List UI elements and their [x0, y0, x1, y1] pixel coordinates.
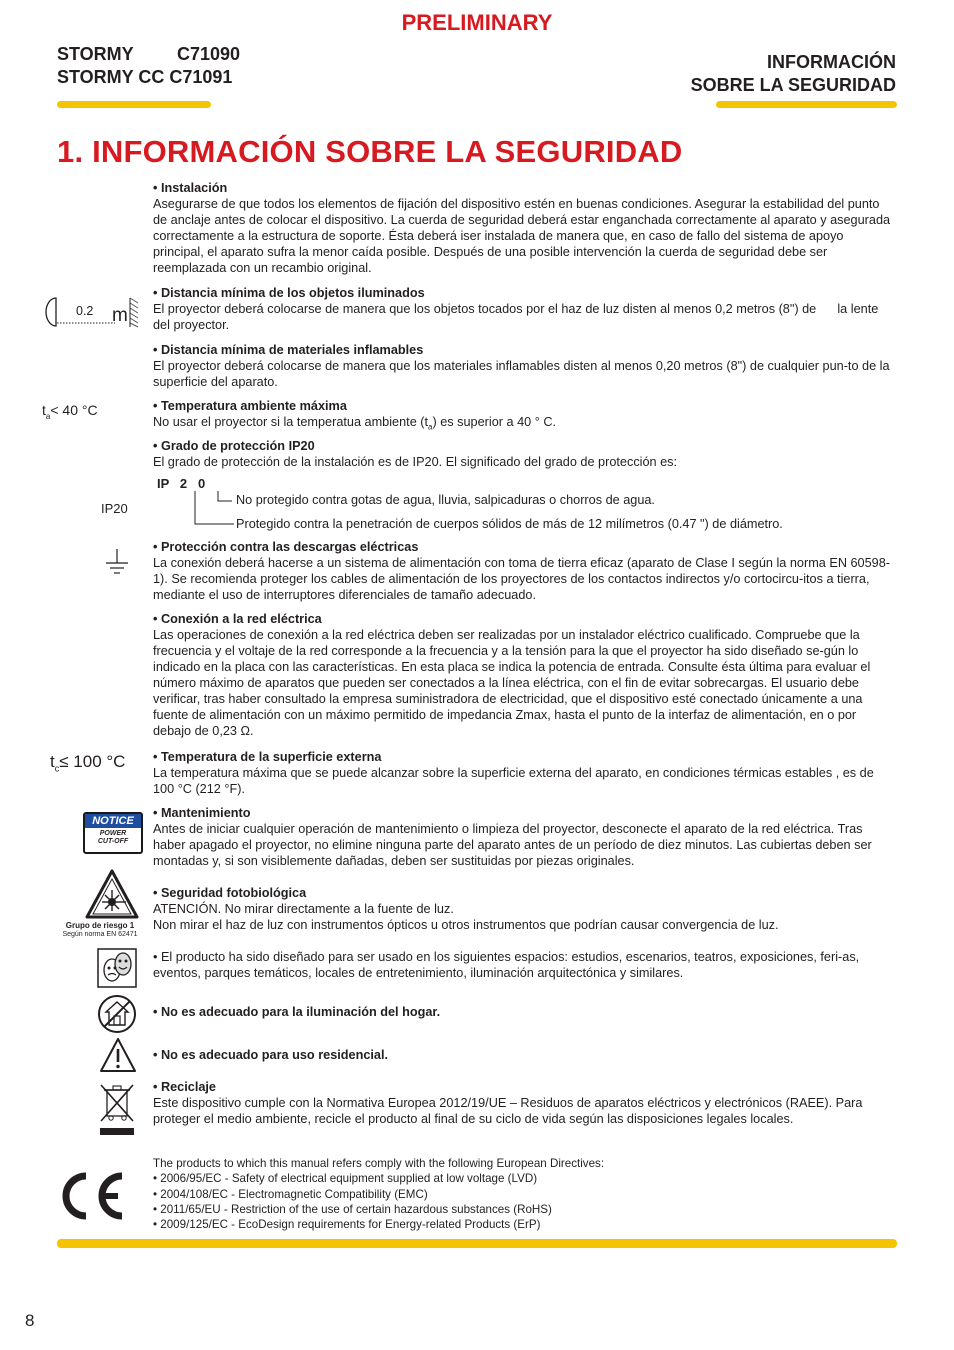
- ip-line1: No protegido contra gotas de agua, lluvia, salpicaduras o chorros de agua.: [236, 493, 655, 507]
- ground-icon: [104, 549, 130, 577]
- section-dist-obj: [153, 285, 897, 333]
- instalacion-title: • Instalación: [153, 181, 228, 195]
- temp-sup-body: La temperatura máxima que se puede alcanzar sobre la superficie externa del aparato, en condiciones térmicas estables , es de 100 °C (212 °F).: [153, 766, 874, 796]
- theatre-masks-icon: [97, 948, 137, 988]
- surface-temp-icon: [50, 752, 125, 773]
- section-line2: SOBRE LA SEGURIDAD: [690, 75, 896, 95]
- section-reciclaje: [153, 1079, 897, 1127]
- ip-code: IP 2 0: [157, 476, 206, 491]
- foto-body1: ATENCIÓN. No mirar directamente a la fuente de luz.: [153, 902, 454, 916]
- distance-icon: [42, 296, 142, 328]
- recic-title: • Reciclaje: [153, 1080, 216, 1094]
- section-ip: [153, 438, 897, 470]
- tc-sub: c: [54, 763, 60, 774]
- directives-block: [153, 1156, 897, 1232]
- foto-title: • Seguridad fotobiológica: [153, 886, 307, 900]
- directives-intro: The products to which this manual refers comply with the following European Directives:: [153, 1157, 605, 1170]
- red-body: Las operaciones de conexión a la red eléctrica deben ser realizadas por un instalador eléctrico cualificado. Compruebe que la frecuencia y el voltaje de la red corresponde a la frecuencia y a la tensión para la que el proyector ha sido diseñado se-gún lo indicado en la placa con las características. En esta placa se indica la potencia de entrada. Consulte ésta última para evaluar el número máximo de aparatos que pueden ser conectados a la línea eléctrica, con el fin de evitar sobrecargas. El usuario debe verificar, tras haber consultado la empresa suministradora de electricidad, que el dispositivo esté conectado únicamente a una fuente de alimentación con un máximo permitido de impedancia Zmax, hasta el punto de la interfaz de alimentación, en o por debajo de 0,23 Ω.: [153, 628, 871, 738]
- model2-code: C71091: [169, 67, 233, 87]
- section-dist-mat: [153, 342, 897, 390]
- notice-line1: POWER: [99, 830, 127, 837]
- recic-body: Este dispositivo cumple con la Normativa Europea 2012/19/UE – Residuos de aparatos eléctricos y electrónicos (RAEE). Para proteger el medio ambiente, recicle el producto al final de su ciclo de vida según las disposiciones legales locales.: [153, 1096, 863, 1126]
- distance-unit: m: [112, 305, 128, 326]
- directive-rohs: • 2011/65/EU - Restriction of the use of certain hazardous substances (RoHS): [153, 1202, 552, 1216]
- weee-bin-icon: [98, 1082, 136, 1138]
- mant-body: Antes de iniciar cualquier operación de mantenimiento o limpieza del proyector, desconecte el aparato de la red eléctrica. Tras haber apagado el proyector, no elimine ninguna parte del aparato antes de un período de diez minutos. Las cubiertas deben ser montadas y, si son visiblemente dañadas, deben ser sustituidas por piezas originales.: [153, 822, 872, 868]
- temp-sup-title: • Temperatura de la superficie externa: [153, 750, 382, 764]
- section-uso: • El producto ha sido diseñado para ser usado en los siguientes espacios: estudios, escenarios, teatros, exposiciones, feri-as, eventos, parques temáticos, locales de entretenimiento, iluminación arquitectónica y similares.: [153, 950, 860, 980]
- temp-amb-body-b: ) es superior a 40 ° C.: [432, 415, 557, 429]
- notice-power-cutoff-icon: [83, 812, 143, 854]
- section-line1: INFORMACIÓN: [767, 52, 896, 72]
- ip-title: • Grado de protección IP20: [153, 439, 315, 453]
- mant-title: • Mantenimiento: [153, 806, 251, 820]
- tc-t: t: [50, 752, 55, 771]
- warning-icon: [99, 1037, 137, 1073]
- ambient-temp-icon: [42, 402, 98, 421]
- dist-mat-body: El proyector deberá colocarse de manera que los materiales inflamables disten al menos 0,20 metros (8") de cualquier pun-to de la superficie del aparato.: [153, 359, 890, 389]
- instalacion-body: Asegurarse de que todos los elementos de fijación del dispositivo estén en buenas condiciones. Asegurar la estabilidad del punto de anclaje antes de colocar el dispositivo. La cuerda de seguridad deberá estar enganchada correctamente al aparato y asegurada correctamente a la estructura de soporte. Ésta deberá iser instalada de manera que, en caso de fallo del sistema de apoyo principal, el aparato sufra la menor caída posible. Después de una posible intervención la cuerda de seguridad debe ser reemplazada con un recambio original.: [153, 197, 891, 275]
- temp-amb-sub: a: [428, 422, 433, 432]
- dist-obj-title: • Distancia mínima de los objetos iluminados: [153, 286, 425, 300]
- directive-lvd: • 2006/95/EC - Safety of electrical equipment supplied at low voltage (LVD): [153, 1172, 538, 1186]
- dist-mat-title: • Distancia mínima de materiales inflamables: [153, 343, 424, 357]
- temp-amb-body-a: No usar el proyector si la temperatua ambiente (t: [153, 415, 429, 429]
- section-block: [691, 51, 896, 97]
- temp-amb-body: [153, 414, 897, 436]
- risk-group-label: Grupo de riesgo 1: [65, 921, 135, 930]
- ip-line2: Protegido contra la penetración de cuerpos sólidos de más de 12 milímetros (0.47 ") de diámetro.: [236, 517, 783, 531]
- section-temp-amb: [153, 398, 897, 436]
- ta-sub: a: [45, 411, 51, 421]
- ta-t: t: [42, 402, 46, 418]
- tc-rest: ≤ 100 °C: [59, 752, 126, 771]
- model1-name: STORMY: [57, 44, 134, 64]
- ta-rest: < 40 °C: [50, 402, 98, 418]
- section-descargas: [153, 539, 897, 603]
- residencial-note: • No es adecuado para uso residencial.: [153, 1048, 389, 1062]
- notice-top: NOTICE: [85, 814, 141, 828]
- laser-warning-icon: [84, 868, 140, 920]
- footer-bar: [57, 1239, 897, 1248]
- dist-obj-body: El proyector deberá colocarse de manera que los objetos tocados por el haz de luz disten al menos 0,2 metros (8") de la lente del proyector.: [153, 302, 882, 332]
- page-number: 8: [25, 1311, 35, 1330]
- risk-norm-label: Según norma EN 62471: [62, 931, 138, 938]
- section-fotobiologica: [153, 885, 897, 933]
- notice-line2: CUT-OFF: [97, 838, 129, 845]
- model-block: [57, 43, 240, 89]
- section-temp-sup: [153, 749, 897, 797]
- section-red: [153, 611, 897, 739]
- temp-amb-title: • Temperatura ambiente máxima: [153, 399, 347, 413]
- foto-body2: Non mirar el haz de luz con instrumentos ópticos u otros instrumentos que podrían causar convergencia de luz.: [153, 918, 779, 932]
- header-left-bar: [57, 101, 211, 108]
- section-instalacion: [153, 180, 897, 276]
- page-title: 1. INFORMACIÓN SOBRE LA SEGURIDAD: [57, 134, 683, 169]
- preliminary-label: PRELIMINARY: [401, 10, 553, 35]
- model2-name: STORMY CC: [57, 67, 165, 87]
- desc-body: La conexión deberá hacerse a un sistema de alimentación con toma de tierra eficaz (aparato de Clase I según la norma EN 60598-1). Se recomienda proteger los cables de alimentación de los proyectores de los contactos indirectos y/o cortocircu-itos a tierra, mediante el uso de interruptores diferenciales de tamaño adecuado.: [153, 556, 891, 602]
- no-household-icon: [97, 994, 137, 1034]
- ip20-icon: IP20: [101, 501, 128, 516]
- desc-title: • Protección contra las descargas eléctricas: [153, 540, 419, 554]
- hogar-note: • No es adecuado para la iluminación del hogar.: [153, 1005, 441, 1019]
- ip-bracket-lines: [190, 490, 240, 526]
- ip-body: El grado de protección de la instalación es de IP20. El significado del grado de protección es:: [153, 455, 678, 469]
- distance-value: 0.2: [76, 304, 94, 318]
- header-right-bar: [716, 101, 897, 108]
- section-mantenimiento: [153, 805, 897, 869]
- ce-mark-icon: [56, 1170, 128, 1222]
- directive-erp: • 2009/125/EC - EcoDesign requirements for Energy-related Products (ErP): [153, 1218, 541, 1232]
- red-title: • Conexión a la red eléctrica: [153, 612, 322, 626]
- model1-code: C71090: [177, 44, 241, 64]
- directive-emc: • 2004/108/EC - Electromagnetic Compatibility (EMC): [153, 1187, 428, 1201]
